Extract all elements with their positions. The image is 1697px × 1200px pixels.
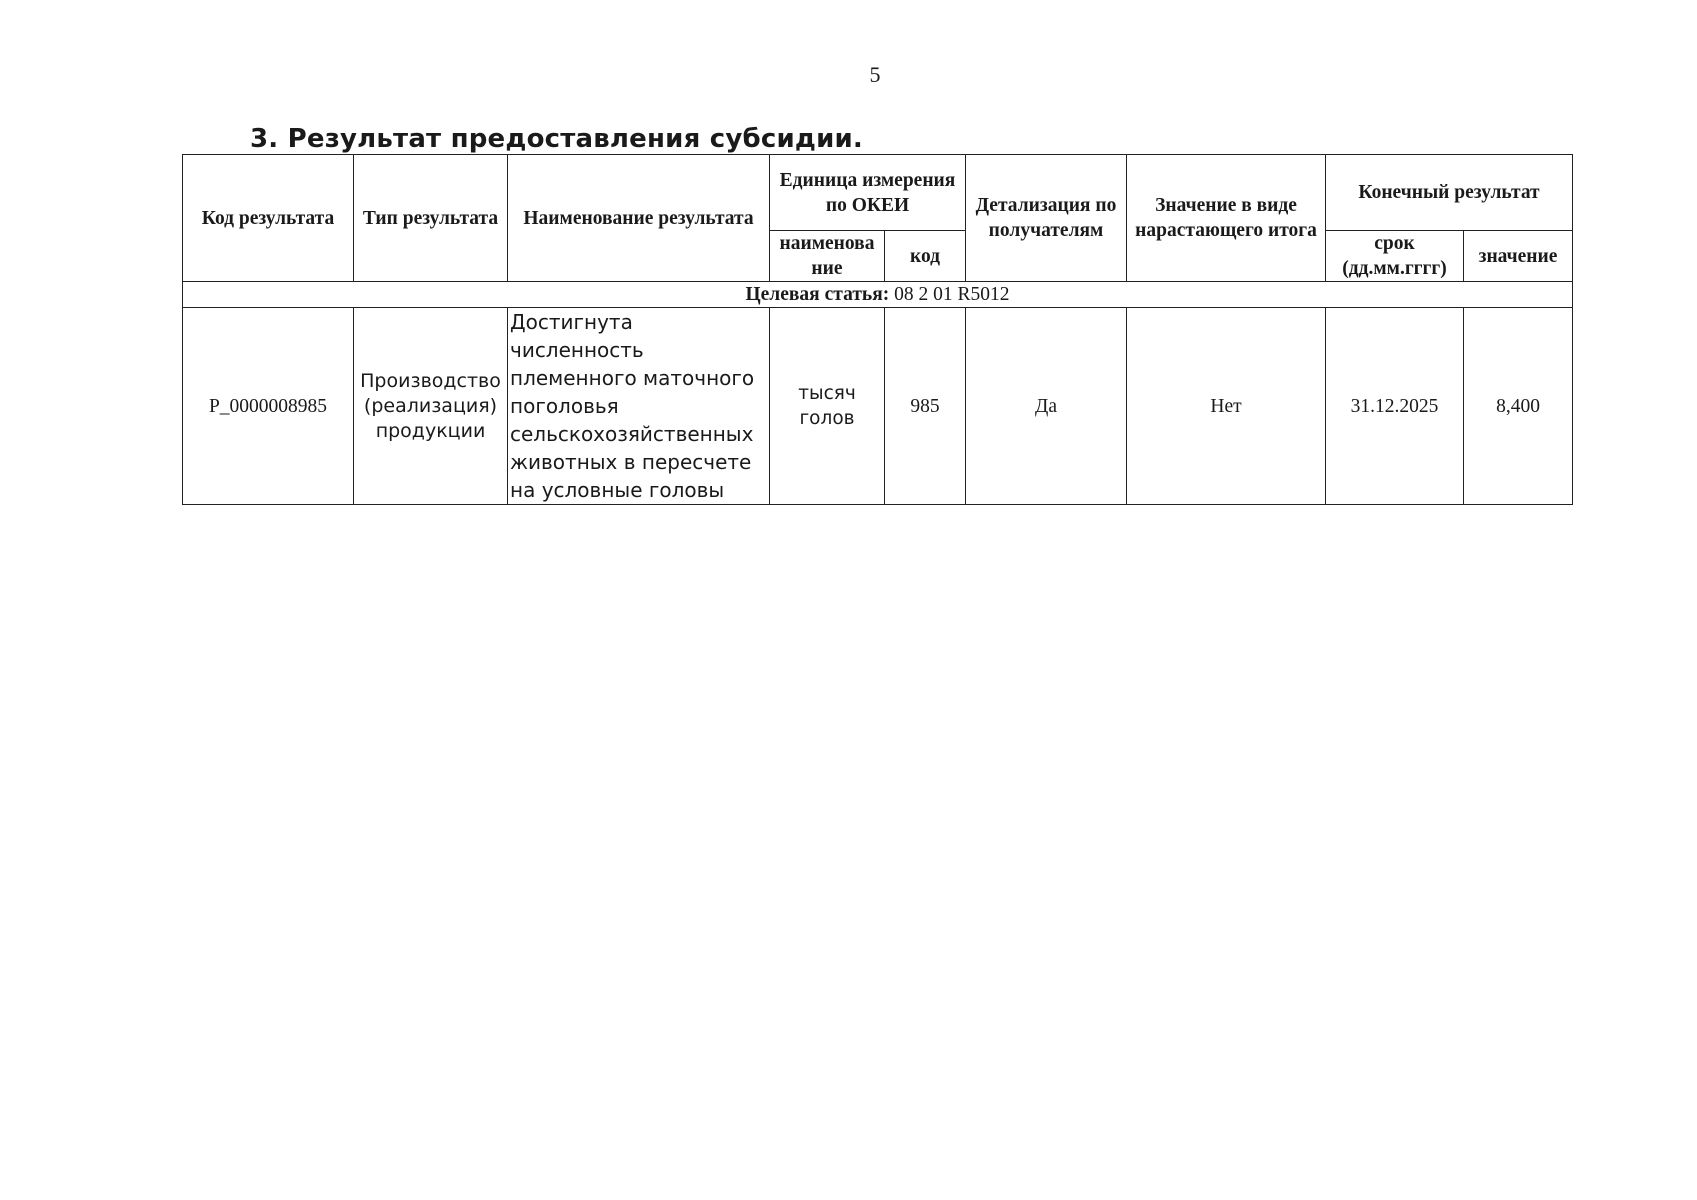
cell-final-value: 8,400 — [1464, 308, 1573, 505]
target-article-cell — [183, 282, 1573, 308]
header-final-result-group: Конечный результат — [1326, 155, 1573, 231]
cell-detail-by-recipients: Да — [966, 308, 1127, 505]
header-unit-name: наименова ние — [770, 231, 885, 282]
cell-unit-code: 985 — [885, 308, 966, 505]
header-row-primary — [183, 155, 1573, 231]
header-result-code: Код результата — [183, 155, 354, 282]
cell-final-deadline: 31.12.2025 — [1326, 308, 1464, 505]
header-final-value: значение — [1464, 231, 1573, 282]
page-number: 5 — [869, 62, 881, 87]
header-final-deadline: срок (дд.мм.гггг) — [1326, 231, 1464, 282]
cell-result-type: Производство (реализация) продукции — [354, 308, 508, 505]
cell-unit-name: тысяч голов — [770, 308, 885, 505]
cell-result-name: Достигнута численность племенного маточного поголовья сельскохозяйственных животных в пересчете на условные головы — [508, 308, 770, 505]
results-table — [182, 154, 1573, 505]
target-article-value: 08 2 01 R5012 — [894, 283, 1010, 305]
header-result-name: Наименование результата — [508, 155, 770, 282]
section-title: 3. Результат предоставления субсидии. — [250, 124, 863, 154]
target-article-label: Целевая статья: — [745, 283, 890, 305]
header-result-type: Тип результата — [354, 155, 508, 282]
cell-cumulative-value: Нет — [1127, 308, 1326, 505]
cell-result-code: P_0000008985 — [183, 308, 354, 505]
header-detail-by-recipients: Детализация по получателям — [966, 155, 1127, 282]
header-unit-group: Единица измерения по ОКЕИ — [770, 155, 966, 231]
header-cumulative-value: Значение в виде нарастающего итога — [1127, 155, 1326, 282]
table-row — [183, 308, 1573, 505]
target-article-row — [183, 282, 1573, 308]
header-unit-code: код — [885, 231, 966, 282]
